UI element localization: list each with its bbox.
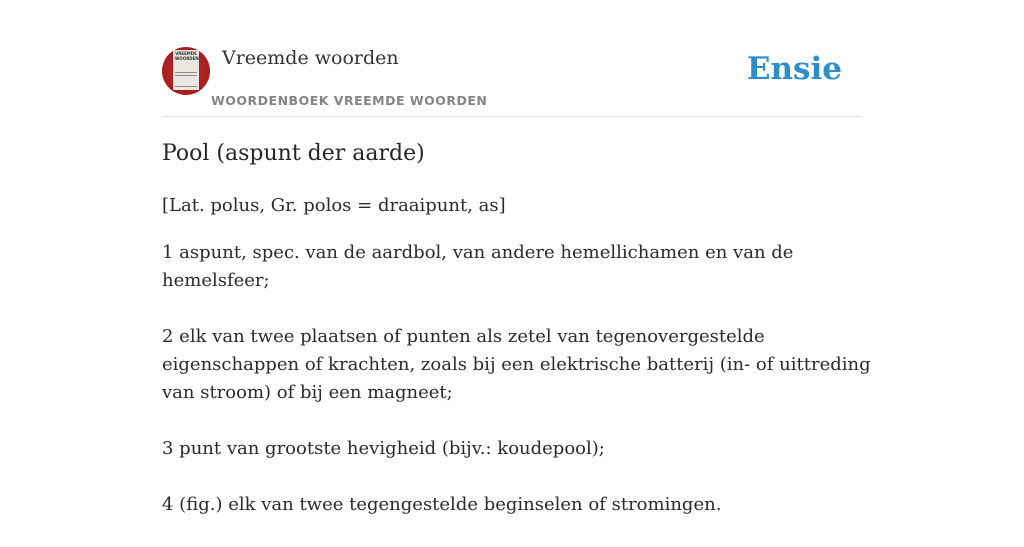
book-cover-icon: [173, 50, 199, 90]
book-cover-rule: [175, 72, 197, 73]
definition-item: 3 punt van grootste hevigheid (bijv.: koudepool);: [162, 438, 605, 459]
definition-list: [162, 239, 872, 547]
ensie-logo-link[interactable]: Ensie: [746, 51, 842, 87]
avatar[interactable]: [162, 47, 210, 95]
etymology: [Lat. polus, Gr. polos = draaipunt, as]: [162, 195, 506, 216]
definition-item: 4 (fig.) elk van twee tegengestelde beginselen of stromingen.: [162, 494, 722, 515]
book-cover-title-line-1: VREEMDE: [175, 51, 197, 56]
book-cover-title-line-2: WOORDEN: [175, 56, 199, 61]
site-header: [162, 44, 862, 117]
definition-item: 2 elk van twee plaatsen of punten als zetel van tegenovergestelde eigenschappen of krachten, zoals bij een elektrische batterij (in- of uittreding van stroom) of bij een magneet;: [162, 326, 871, 403]
book-cover-rule: [175, 75, 197, 76]
book-cover-rule: [175, 86, 197, 87]
site-subtitle: WOORDENBOEK VREEMDE WOORDEN: [211, 93, 488, 108]
page-title: Pool (aspunt der aarde): [162, 141, 425, 166]
definition-item: 1 aspunt, spec. van de aardbol, van andere hemellichamen en van de hemelsfeer;: [162, 242, 794, 291]
site-name-link[interactable]: Vreemde woorden: [222, 47, 399, 69]
